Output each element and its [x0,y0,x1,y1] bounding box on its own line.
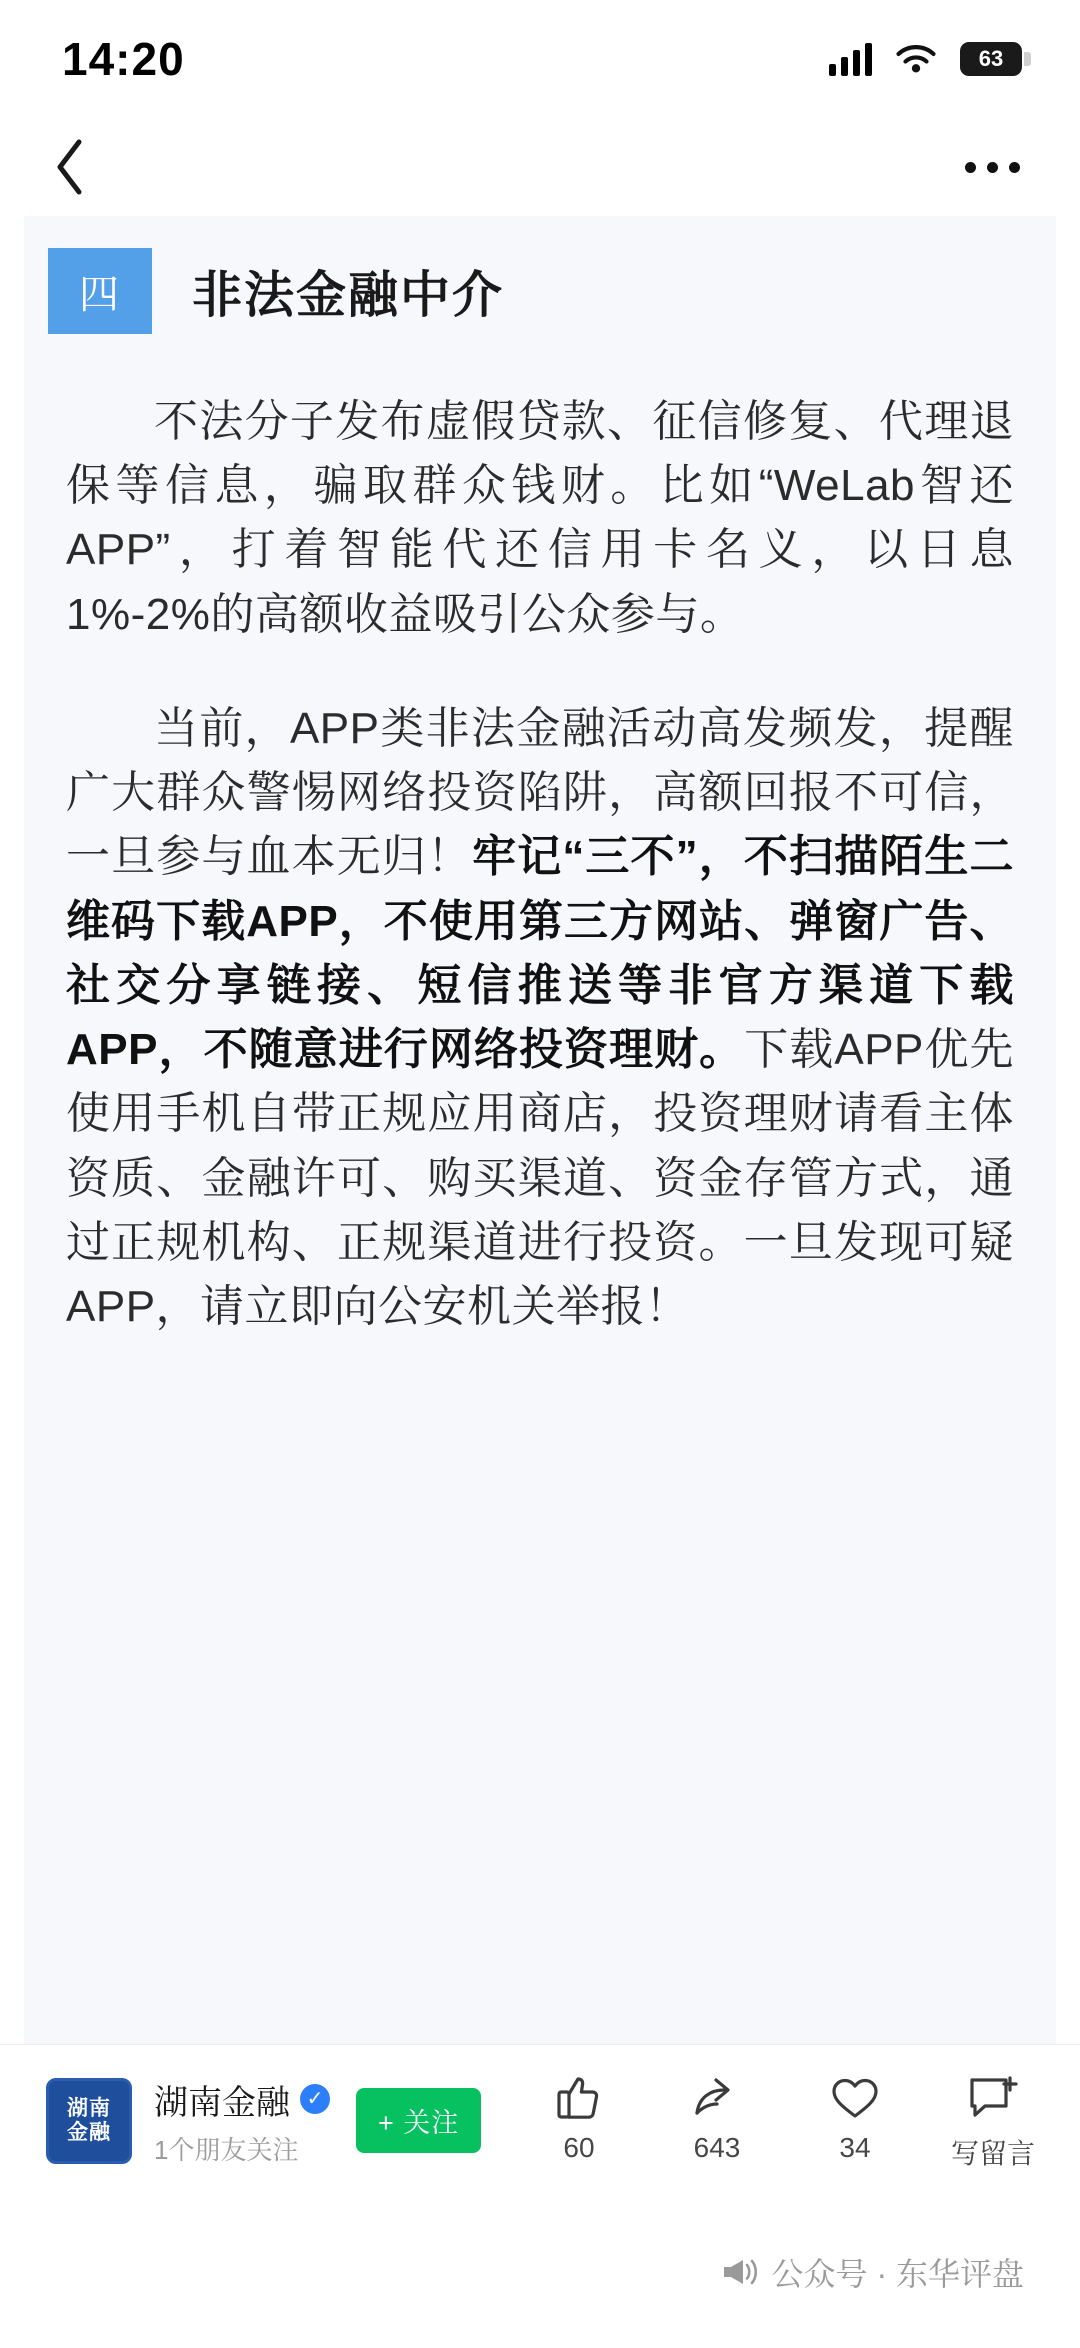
heart-icon [830,2070,880,2126]
status-time: 14:20 [62,33,185,85]
more-options-icon [965,162,976,173]
comment-icon [967,2070,1019,2126]
account-name-row [154,2075,330,2124]
wifi-icon [894,42,938,76]
favorite-button[interactable] [812,2070,898,2164]
scroll-fade-overlay [24,1984,1056,2044]
avatar[interactable] [46,2078,132,2164]
like-count: 60 [563,2131,595,2163]
article-action-bar [0,2044,1080,2196]
more-options-icon [1009,162,1020,173]
status-indicators [829,42,1022,76]
chevron-left-icon [53,138,87,196]
account-followers-note: 1个朋友关注 [154,2134,299,2165]
account-meta [154,2075,330,2167]
verified-badge-icon: ✓ [300,2084,330,2114]
nav-bar [0,118,1080,216]
follow-button[interactable]: + 关注 [356,2088,481,2153]
comment-label: 写留言 [950,2137,1035,2169]
more-options-button[interactable] [957,146,1028,189]
watermark-block [720,2249,1024,2295]
status-bar [0,0,1080,118]
comment-button[interactable] [950,2070,1036,2172]
article-body [24,334,1056,1339]
article-paragraph [66,697,1014,1339]
avatar-line: 金融 [67,2120,111,2144]
cellular-signal-icon [829,42,872,76]
section-number-badge: 四 [48,248,152,334]
share-button[interactable] [674,2070,760,2164]
section-header [24,216,1056,334]
thumbs-up-icon [555,2070,603,2126]
watermark-text: 公众号 · 东华评盘 [771,2256,1024,2292]
avatar-line: 湖南 [67,2096,111,2120]
share-arrow-icon [692,2070,742,2126]
account-block[interactable] [46,2075,330,2167]
article-text-run: 下载APP优先使用手机自带正规应用商店，投资理财请看主体资质、金融许可、购买渠道、资金存管方式，通过正规机构、正规渠道进行投资。一旦发现可疑APP，请立即向公安机关举报！ [66,1025,1014,1332]
action-buttons [536,2070,1040,2172]
like-button[interactable] [536,2070,622,2164]
battery-cap [1024,52,1031,66]
article-text-run: 不法分子发布虚假贷款、征信修复、代理退保等信息，骗取群众钱财。比如“WeLab智还APP”，打着智能代还信用卡名义，以日息1%-2%的高额收益吸引公众参与。 [66,397,1014,639]
battery-icon [960,42,1022,76]
account-name: 湖南金融 [154,2083,290,2122]
footer-watermark [0,2196,1080,2348]
share-count: 643 [693,2131,741,2163]
back-button[interactable] [40,137,100,197]
more-options-icon [987,162,998,173]
article-emphasis-run: 牢记“三不”，不扫描陌生二维码下载APP，不使用第三方网站、弹窗广告、社交分享链接、短信推送等非官方渠道下载APP，不随意进行网络投资理财。 [66,832,1015,1075]
megaphone-icon [720,2255,758,2289]
article-content[interactable] [24,216,1056,2044]
article-paragraph [66,390,1014,647]
section-title: 非法金融中介 [192,267,504,323]
article-text-run: 当前，APP类非法金融活动高发频发，提醒广大群众警惕网络投资陷阱，高额回报不可信，一旦参与血本无归！ [66,703,1014,882]
favorite-count: 34 [839,2131,871,2163]
battery-level: 63 [978,46,1004,71]
